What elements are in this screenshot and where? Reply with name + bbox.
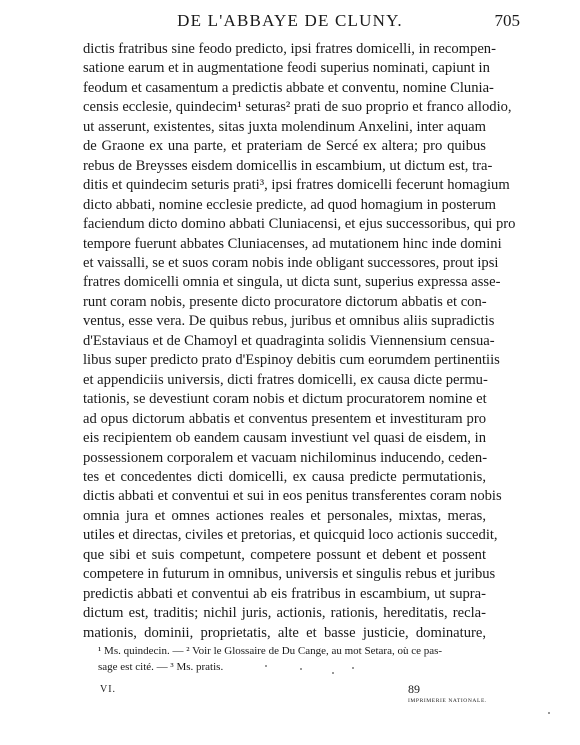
text-line: possessionem corporalem et vacuam nichilominus inducendo, ceden- — [83, 449, 488, 466]
volume-signature: VI. — [100, 684, 117, 695]
text-line: dictis fratribus sine feodo predicto, ipsi fratres domicelli, in recompen- — [83, 41, 496, 57]
text-line: tempore fuerunt abbates Cluniacenses, ad mutationem hinc inde domini — [83, 235, 502, 252]
footnotes — [98, 644, 478, 675]
printer-signature — [0, 682, 580, 712]
text-line: que sibi et suis competunt, competere possunt et debent et possent — [83, 546, 486, 563]
text-line: eis recipientem ob eandem causam investiunt vel quasi de eisdem, in — [83, 430, 486, 447]
text-line: faciendum dicto domino abbati Cluniacensi, et ejus successoribus, qui pro — [83, 216, 516, 233]
text-line: utiles et directas, civiles et pretorias, et quicquid loco actionis succedit, — [83, 527, 498, 544]
text-line: ventus, esse vera. De quibus rebus, juribus et omnibus aliis supradictis — [83, 313, 495, 330]
scan-speck — [332, 672, 334, 674]
text-line: libus super predicto prato d'Espinoy debitis cum eorumdem pertinentiis — [83, 352, 500, 369]
scan-speck — [548, 712, 550, 714]
text-line: ad opus dictorum abbatis et conventus presentem et investituram pro — [83, 410, 486, 427]
text-line: feodum et casamentum a predictis abbate et conventu, nomine Clunia- — [83, 79, 494, 96]
text-line: dictis abbati et conventui et sui in eos penitus transferentes coram nobis — [83, 488, 502, 505]
text-line: runt coram nobis, presente dicto procuratore dictorum abbatis et con- — [83, 293, 487, 310]
text-line: predictis abbati et conventui ab eis fratribus in escambium, ut supra- — [83, 585, 486, 602]
sheet-number: 89 — [408, 682, 420, 696]
text-line: fratres domicelli omnia et singula, ut dicta sunt, superius expressa asse- — [83, 274, 501, 291]
text-line: satione earum et in augmentatione feodi superius nominati, capiunt in — [83, 60, 490, 77]
text-line: ut asserunt, existentes, sitas juxta molendinum Anxelini, inter aquam — [83, 118, 486, 135]
scan-speck — [265, 665, 267, 667]
page-number: 705 — [494, 11, 520, 30]
footnote-line: sage est cité. — ³ Ms. pratis. — [98, 660, 224, 673]
footnote-line: ¹ Ms. quindecin. — ² Voir le Glossaire de Du Cange, au mot Setara, où ce pas- — [98, 645, 443, 657]
text-line: censis ecclesie, quindecim¹ seturas² prati de suo proprio et franco allodio, — [83, 99, 512, 116]
text-line: mationis, dominii, proprietatis, alte et basse justicie, dominature, — [83, 624, 486, 641]
scan-speck — [300, 668, 302, 670]
scan-speck — [352, 667, 354, 669]
body-text — [83, 40, 516, 643]
text-line: de Graone ex una parte, et prateriam de Sercé ex altera; pro quibus — [83, 138, 486, 155]
printer-imprint: IMPRIMERIE NATIONALE. — [408, 698, 487, 704]
text-line: et vaissalli, se et suos coram nobis inde obligant successores, prout ipsi — [83, 254, 499, 271]
text-line: ditis et quindecim seturis prati³, ipsi fratres domicelli fecerunt homagium — [83, 177, 510, 194]
text-line: tationis, se devestiunt coram nobis et dictum procuratorem nomine et — [83, 391, 487, 408]
text-line: dicto abbati, nomine ecclesie predicte, ad quod homagium in posterum — [83, 196, 496, 213]
running-title: DE L'ABBAYE DE CLUNY. — [177, 11, 403, 30]
page-header — [0, 8, 580, 32]
text-line: dictum est, traditis; nichil juris, actionis, rationis, hereditatis, recla- — [83, 605, 486, 622]
text-line: tes et concedentes dicti domicelli, ex causa predicte permutationis, — [83, 468, 486, 485]
text-line: et appendiciis universis, dicti fratres domicelli, ex causa dicte permu- — [83, 371, 488, 388]
text-line: omnia jura et omnes actiones reales et personales, mixtas, meras, — [83, 507, 486, 524]
text-line: rebus de Breysses eisdem domicellis in escambium, ut dictum est, tra- — [83, 157, 493, 174]
text-line: d'Estaviaus et de Chamoyl et quadraginta solidis Viennensium censua- — [83, 332, 495, 349]
text-line: competere in futurum in omnibus, universis et singulis rebus et juribus — [83, 566, 496, 583]
